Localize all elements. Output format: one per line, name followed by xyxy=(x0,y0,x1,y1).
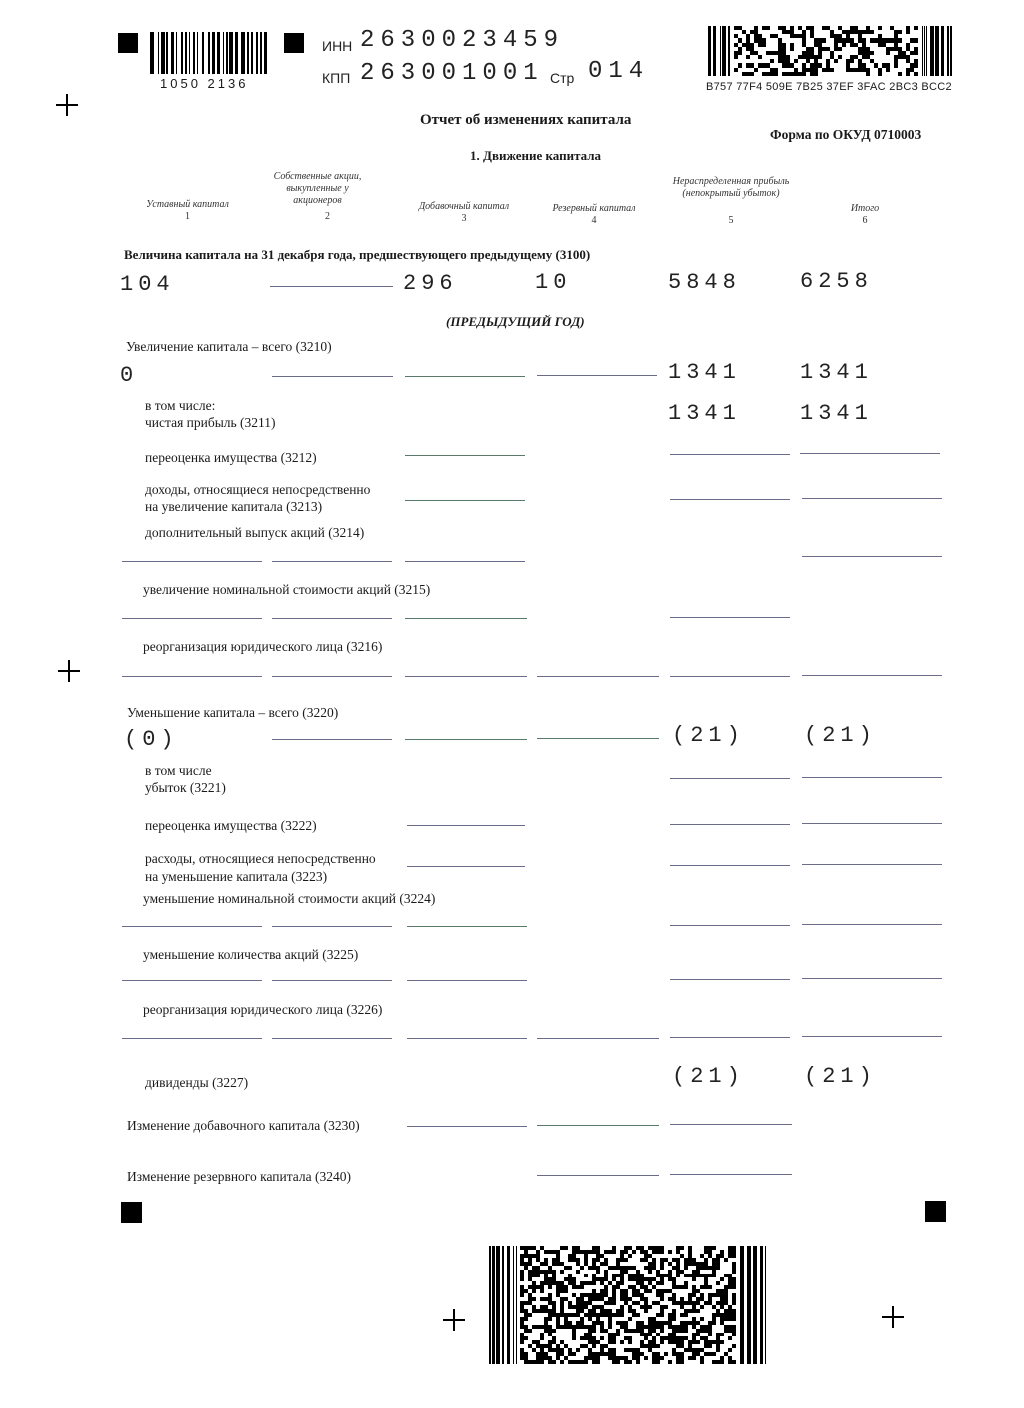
empty-cell-dash xyxy=(670,1174,792,1175)
linear-barcode xyxy=(150,32,268,74)
empty-cell-dash xyxy=(405,455,525,456)
value-3227-col5: (21) xyxy=(672,1064,745,1089)
value-3220-col6: (21) xyxy=(804,723,877,748)
page-label: Стр xyxy=(550,70,575,86)
empty-cell-dash xyxy=(122,676,262,677)
row-3213-label-line1: доходы, относящиеся непосредственно xyxy=(145,482,371,497)
empty-cell-dash xyxy=(405,739,527,740)
empty-cell-dash xyxy=(537,1175,659,1176)
empty-cell-dash xyxy=(407,1126,527,1127)
empty-cell-dash xyxy=(802,924,942,925)
empty-cell-dash xyxy=(272,618,392,619)
value-3100-col3: 296 xyxy=(403,271,458,296)
column-number: 1 xyxy=(185,211,190,222)
row-3221-label-prefix: в том числе xyxy=(145,763,212,778)
row-3223-label: на уменьшение капитала (3223) xyxy=(145,869,328,884)
empty-cell-dash xyxy=(405,500,525,501)
matrix-barcode-edge xyxy=(708,26,730,76)
empty-cell-dash xyxy=(272,1038,392,1039)
page-value: 014 xyxy=(588,58,650,85)
empty-cell-dash xyxy=(802,498,942,499)
empty-cell-dash xyxy=(670,499,790,500)
value-3210-col6: 1341 xyxy=(800,360,873,385)
row-3216-label: реорганизация юридического лица (3216) xyxy=(143,639,383,654)
column-header-total: Итого xyxy=(850,203,880,214)
empty-cell-dash xyxy=(272,980,392,981)
row-3212-label: переоценка имущества (3212) xyxy=(145,450,317,465)
registration-mark-square xyxy=(121,1202,142,1223)
empty-cell-dash xyxy=(802,864,942,865)
empty-cell-dash xyxy=(537,1125,659,1126)
empty-cell-dash xyxy=(670,454,790,455)
column-header-retained-earnings: Нераспределенная прибыль (непокрытый убыток) xyxy=(672,176,790,199)
empty-cell-dash xyxy=(537,1038,659,1039)
empty-cell-dash xyxy=(670,824,790,825)
period-heading: (ПРЕДЫДУЩИЙ ГОД) xyxy=(446,314,585,329)
empty-cell-dash xyxy=(537,738,659,739)
empty-cell-dash xyxy=(122,561,262,562)
empty-cell-dash xyxy=(670,1037,790,1038)
row-3222-label: переоценка имущества (3222) xyxy=(145,818,317,833)
registration-mark-square xyxy=(284,33,304,53)
empty-cell-dash xyxy=(272,561,392,562)
row-3227-label: дивиденды (3227) xyxy=(145,1075,249,1090)
empty-cell-dash xyxy=(407,926,527,927)
kpp-label: КПП xyxy=(322,70,351,86)
empty-cell-dash xyxy=(122,1038,262,1039)
empty-cell-dash xyxy=(272,376,393,377)
empty-cell-dash xyxy=(802,777,942,778)
matrix-barcode xyxy=(520,1246,736,1364)
barcode-number: 1050 2136 xyxy=(160,76,249,91)
column-header-authorized-capital: Уставный капитал xyxy=(146,199,229,210)
column-number: 3 xyxy=(461,213,467,224)
column-header-additional-capital: Добавочный капитал xyxy=(418,201,510,212)
section-title: 1. Движение капитала xyxy=(470,148,602,163)
column-number: 2 xyxy=(325,211,330,222)
empty-cell-dash xyxy=(407,980,527,981)
value-3100-col1: 104 xyxy=(120,272,175,297)
empty-cell-dash xyxy=(670,979,790,980)
row-3225-label: уменьшение количества акций (3225) xyxy=(143,947,359,962)
empty-cell-dash xyxy=(272,739,392,740)
form-code: Форма по ОКУД 0710003 xyxy=(770,127,922,142)
column-header-reserve-capital: Резервный капитал xyxy=(552,203,636,214)
value-3100-col5: 5848 xyxy=(668,270,741,295)
empty-cell-dash xyxy=(537,676,659,677)
value-3227-col6: (21) xyxy=(804,1064,877,1089)
empty-cell-dash xyxy=(122,980,262,981)
alignment-cross xyxy=(58,660,80,682)
empty-cell-dash xyxy=(802,556,942,557)
empty-cell-dash xyxy=(802,1036,942,1037)
empty-cell-dash xyxy=(405,561,525,562)
row-3221-label: убыток (3221) xyxy=(145,780,226,795)
row-3230-label: Изменение добавочного капитала (3230) xyxy=(127,1118,360,1133)
alignment-cross xyxy=(882,1306,904,1328)
empty-cell-dash xyxy=(670,617,790,618)
row-3210-label: Увеличение капитала – всего (3210) xyxy=(126,339,332,354)
value-3210-col1: 0 xyxy=(120,363,139,388)
value-3100-col4: 10 xyxy=(535,270,572,295)
row-3211-label-prefix: в том числе: xyxy=(145,398,216,413)
empty-cell-dash xyxy=(670,676,790,677)
empty-cell-dash xyxy=(670,925,790,926)
row-3214-label: дополнительный выпуск акций (3214) xyxy=(145,525,365,540)
report-title: Отчет об изменениях капитала xyxy=(420,112,632,128)
row-3213-label: на увеличение капитала (3213) xyxy=(145,499,323,514)
empty-cell-dash xyxy=(272,926,392,927)
row-3240-label: Изменение резервного капитала (3240) xyxy=(127,1169,352,1184)
empty-cell-dash xyxy=(670,1124,792,1125)
row-3223-label-line1: расходы, относящиеся непосредственно xyxy=(145,851,376,866)
row-3100-label: Величина капитала на 31 декабря года, предшествующего предыдущему (3100) xyxy=(124,247,591,262)
inn-value: 2630023459 xyxy=(360,27,565,54)
matrix-barcode xyxy=(734,26,918,76)
alignment-cross xyxy=(443,1309,465,1331)
value-3100-col6: 6258 xyxy=(800,269,873,294)
empty-cell-dash xyxy=(800,453,940,454)
row-3220-label: Уменьшение капитала – всего (3220) xyxy=(127,705,339,720)
row-3226-label: реорганизация юридического лица (3226) xyxy=(143,1002,383,1017)
empty-cell-dash xyxy=(802,978,942,979)
value-3220-col5: (21) xyxy=(672,723,745,748)
matrix-barcode-edge xyxy=(489,1246,517,1364)
empty-cell-dash xyxy=(802,823,942,824)
kpp-value: 263001001 xyxy=(360,60,544,87)
column-header-treasury-shares: Собственные акции, выкупленные у акционеров xyxy=(273,171,362,206)
row-3211-label: чистая прибыль (3211) xyxy=(145,415,276,430)
empty-cell-dash xyxy=(802,675,942,676)
value-3211-col6: 1341 xyxy=(800,401,873,426)
column-number: 4 xyxy=(591,215,597,226)
empty-cell-dash xyxy=(405,376,525,377)
matrix-barcode-edge xyxy=(922,26,952,76)
empty-cell-dash xyxy=(405,676,527,677)
empty-cell-dash xyxy=(670,865,790,866)
empty-cell-dash xyxy=(272,676,392,677)
empty-cell-dash xyxy=(670,778,790,779)
inn-label: ИНН xyxy=(322,38,353,54)
empty-cell-dash xyxy=(407,1038,527,1039)
matrix-barcode-edge xyxy=(740,1246,766,1364)
empty-cell-dash xyxy=(407,825,525,826)
value-3220-col1: (0) xyxy=(124,727,179,752)
alignment-cross xyxy=(56,94,78,116)
value-3210-col5: 1341 xyxy=(668,360,741,385)
value-3211-col5: 1341 xyxy=(668,401,741,426)
empty-cell-dash xyxy=(537,375,657,376)
empty-cell-dash xyxy=(405,618,527,619)
row-3224-label: уменьшение номинальной стоимости акций (3224) xyxy=(143,891,436,906)
row-3215-label: увеличение номинальной стоимости акций (3215) xyxy=(143,582,431,597)
registration-mark-square xyxy=(118,33,138,53)
document-code: B757 77F4 509E 7B25 37EF 3FAC 2BC3 BCC2 xyxy=(706,81,952,93)
column-number: 5 xyxy=(728,215,734,226)
empty-cell-dash xyxy=(122,926,262,927)
empty-cell-dash xyxy=(270,286,393,287)
empty-cell-dash xyxy=(407,866,525,867)
empty-cell-dash xyxy=(122,618,262,619)
column-number: 6 xyxy=(862,215,868,226)
registration-mark-square xyxy=(925,1201,946,1222)
